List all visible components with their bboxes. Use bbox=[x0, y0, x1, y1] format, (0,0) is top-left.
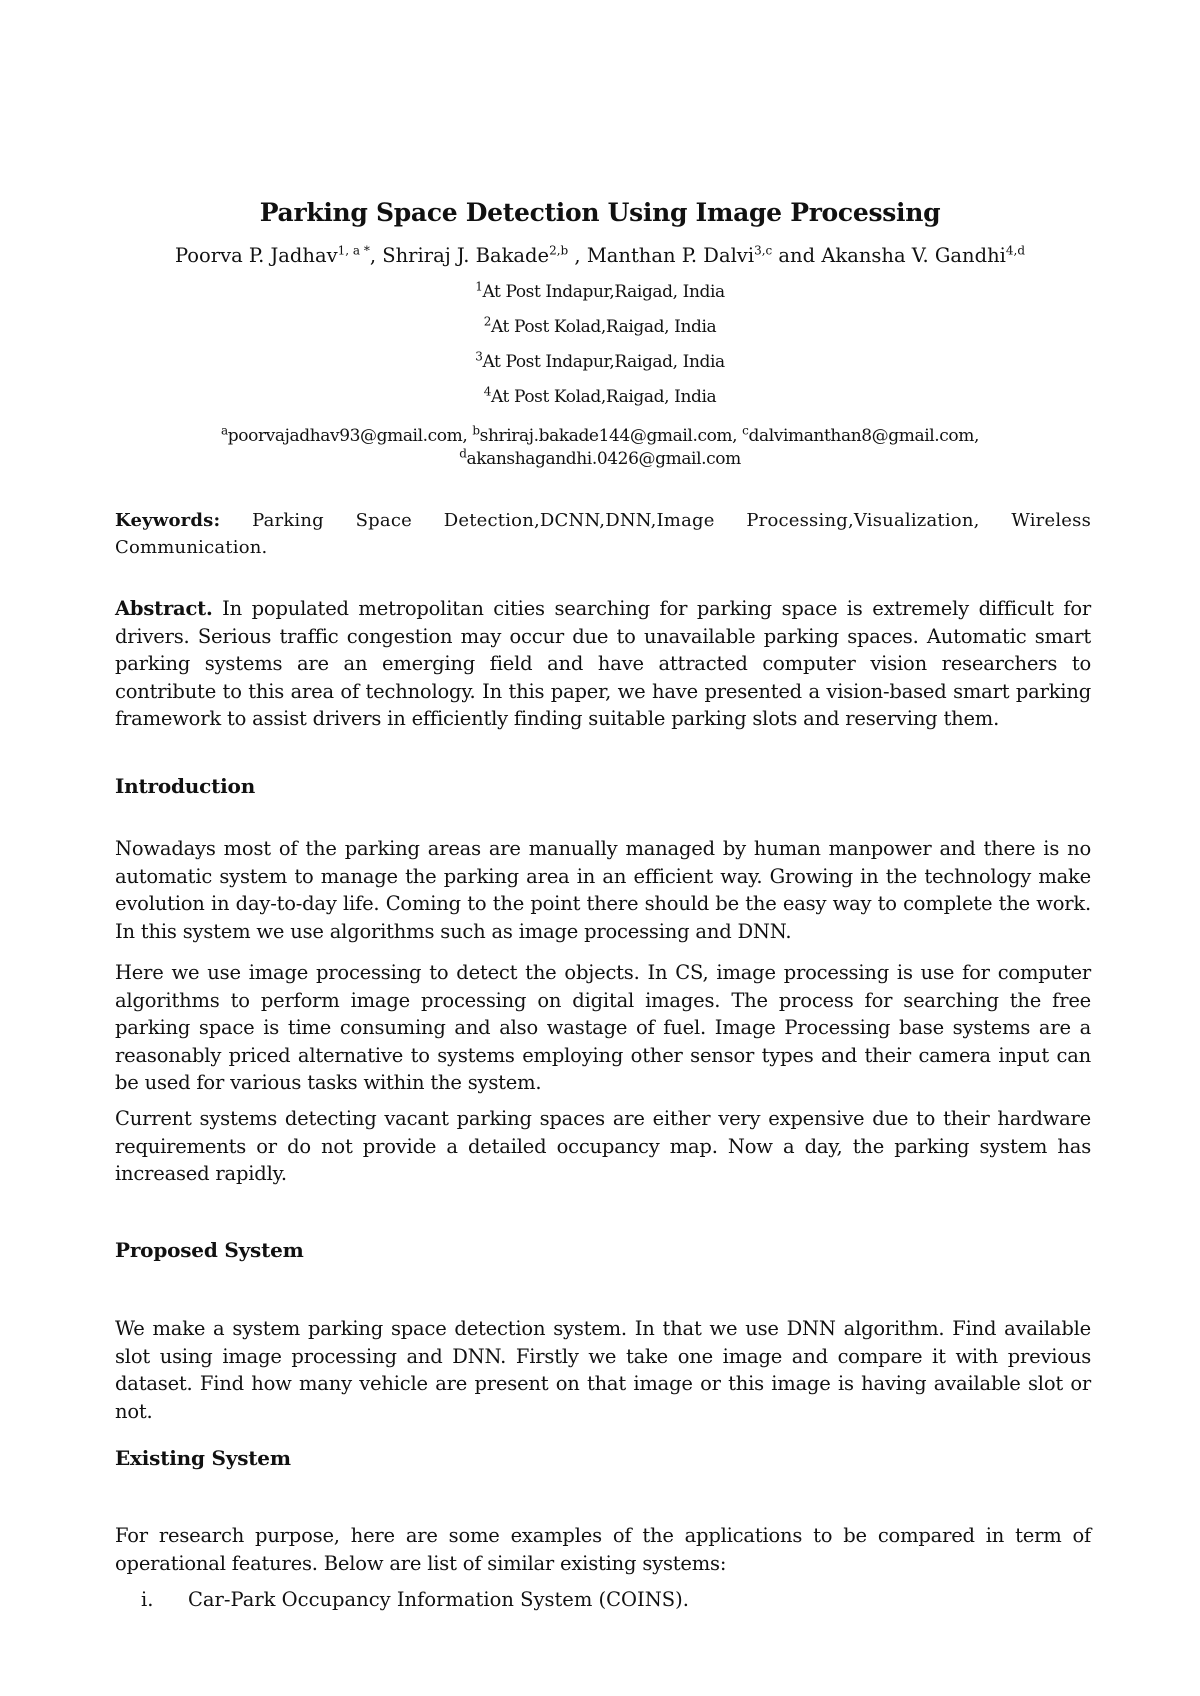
author-superscript: 3,c bbox=[754, 243, 773, 258]
author-name: Akansha V. Gandhi bbox=[821, 244, 1006, 267]
email-address[interactable]: poorvajadhav93@gmail.com, bbox=[227, 426, 473, 446]
email-mark: a bbox=[221, 423, 228, 438]
affiliation bbox=[0, 314, 1200, 337]
author-name: Poorva P. Jadhav bbox=[174, 244, 338, 267]
paper-title: Parking Space Detection Using Image Processing bbox=[259, 198, 941, 227]
affiliation-text: At Post Indapur,Raigad, India bbox=[482, 352, 725, 372]
body-paragraph: For research purpose, here are some examples of the applications to be compared in term of operational features. Below are list of similar existing systems: bbox=[115, 1524, 1091, 1575]
affiliation-text: At Post Kolad,Raigad, India bbox=[490, 387, 717, 407]
author-superscript: 4,d bbox=[1005, 243, 1026, 258]
affiliation-mark: 4 bbox=[483, 384, 491, 399]
body-paragraph: Current systems detecting vacant parking spaces are either very expensive due to their hardware requirements or do not provide a detailed occupancy map. Now a day, the parking system has increased rapidly. bbox=[115, 1107, 1091, 1185]
abstract bbox=[115, 595, 1091, 733]
email-list bbox=[0, 425, 1200, 471]
affiliation-mark: 2 bbox=[483, 314, 491, 329]
section-heading-introduction: Introduction bbox=[115, 774, 256, 798]
email-mark: b bbox=[472, 423, 480, 438]
email-mark: c bbox=[742, 423, 749, 438]
email-address[interactable]: akanshagandhi.0426@gmail.com bbox=[466, 449, 741, 469]
affiliation bbox=[0, 349, 1200, 372]
body-paragraph: Here we use image processing to detect the objects. In CS, image processing is use for computer algorithms to perform image processing on digital images. The process for searching the free parking space is time consuming and also wastage of fuel. Image Processing base systems are a reasonably priced alternative to systems employing other sensor types and their camera input can be used for various tasks within the system. bbox=[115, 961, 1091, 1094]
affiliation bbox=[0, 279, 1200, 302]
list-item-text: Car-Park Occupancy Information System (COINS). bbox=[188, 1588, 689, 1611]
section-heading-proposed: Proposed System bbox=[115, 1238, 304, 1262]
author-separator: , bbox=[568, 244, 587, 267]
affiliation-text: At Post Kolad,Raigad, India bbox=[490, 317, 717, 337]
author-superscript: 2,b bbox=[549, 243, 569, 258]
abstract-label: Abstract. bbox=[115, 597, 213, 620]
email-address[interactable]: dalvimanthan8@gmail.com, bbox=[748, 426, 979, 446]
email-address[interactable]: shriraj.bakade144@gmail.com, bbox=[479, 426, 743, 446]
author-separator: and bbox=[772, 244, 822, 267]
affiliation-mark: 3 bbox=[475, 349, 483, 364]
body-paragraph: Nowadays most of the parking areas are manually managed by human manpower and there is no automatic system to manage the parking area in an efficient way. Growing in the technology make evolution in day-to-day life. Coming to the point there should be the easy way to complete the work. In this system we use algorithms such as image processing and DNN. bbox=[115, 837, 1091, 943]
affiliation bbox=[0, 384, 1200, 407]
body-paragraph: We make a system parking space detection system. In that we use DNN algorithm. Find available slot using image processing and DNN. Firstly we take one image and compare it with previous dataset. Find how many vehicle are present on that image or this image is having available slot or not. bbox=[115, 1317, 1091, 1423]
section-heading-existing: Existing System bbox=[115, 1446, 291, 1470]
email-mark: d bbox=[459, 446, 467, 461]
affiliation-text: At Post Indapur,Raigad, India bbox=[482, 282, 725, 302]
author-separator: , bbox=[369, 244, 383, 267]
keywords bbox=[115, 507, 1091, 561]
author-name: Manthan P. Dalvi bbox=[586, 244, 755, 267]
author-name: Shriraj J. Bakade bbox=[382, 244, 550, 267]
author-list bbox=[0, 244, 1200, 267]
list-marker: i. bbox=[141, 1588, 154, 1611]
affiliation-mark: 1 bbox=[475, 279, 483, 294]
abstract-text: In populated metropolitan cities searching for parking space is extremely difficult for drivers. Serious traffic congestion may occur due to unavailable parking spaces. Automatic smart parking systems are an emerging field and have attracted computer vision researchers to contribute to this area of technology. In this paper, we have presented a vision-based smart parking framework to assist drivers in efficiently finding suitable parking slots and reserving them. bbox=[115, 597, 1092, 730]
author-superscript: 1, a * bbox=[337, 243, 370, 258]
keywords-label: Keywords: bbox=[115, 510, 221, 531]
keywords-text: Parking Space Detection,DCNN,DNN,Image Processing,Visualization, Wireless Communication. bbox=[115, 510, 1091, 558]
